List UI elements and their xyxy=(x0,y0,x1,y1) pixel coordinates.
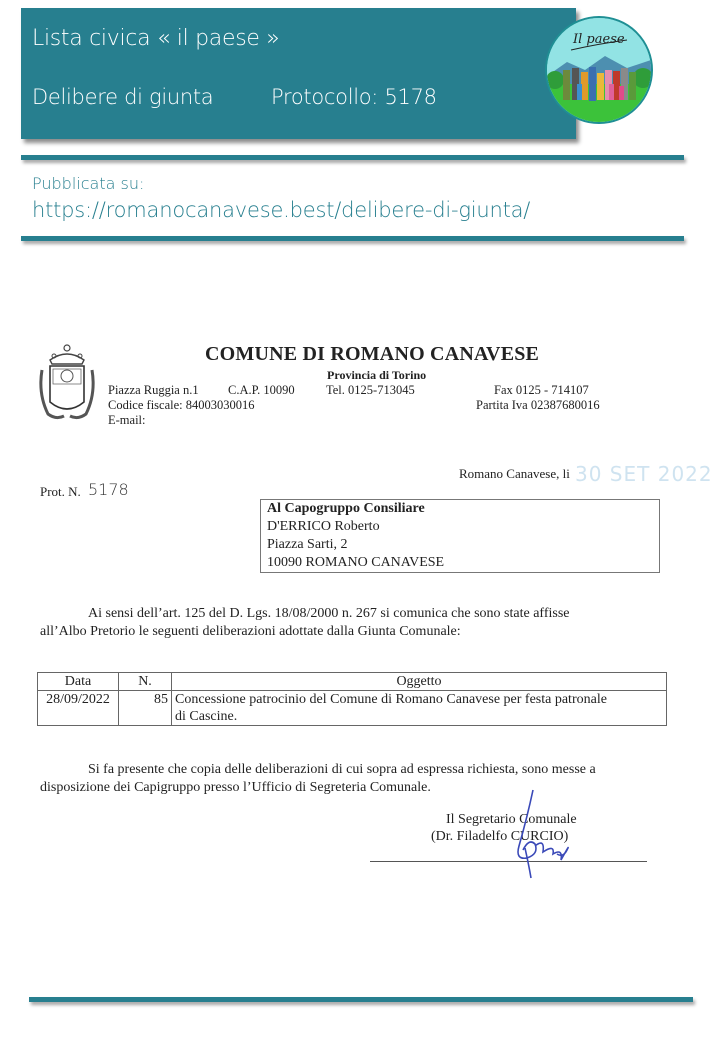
header-n: N. xyxy=(119,673,172,691)
header-title: Lista civica « il paese » xyxy=(32,26,280,51)
header-banner xyxy=(21,8,576,139)
partita-iva: Partita Iva 02387680016 xyxy=(476,398,600,412)
fax: Fax 0125 - 714107 xyxy=(494,383,589,397)
signatory-role: Il Segretario Comunale xyxy=(446,812,577,827)
telephone: Tel. 0125-713045 xyxy=(326,383,415,397)
signatory-name: (Dr. Filadelfo CURCIO) xyxy=(431,829,569,844)
protocol-number: 5178 xyxy=(88,480,129,499)
cap: C.A.P. 10090 xyxy=(228,383,295,397)
closing-line-1: Si fa presente che copia delle deliberazioni di cui sopra ad espressa richiesta, sono messe a xyxy=(88,762,596,777)
date-stamp: 30 SET 2022 xyxy=(575,462,713,486)
il-paese-logo xyxy=(545,16,653,124)
intro-line-2: all’Albo Pretorio le seguenti deliberazioni adottate dalla Giunta Comunale: xyxy=(40,624,461,639)
recipient-city: 10090 ROMANO CANAVESE xyxy=(267,555,445,570)
place-date: Romano Canavese, li xyxy=(459,466,570,481)
recipient-name: D'ERRICO Roberto xyxy=(267,519,380,534)
published-url-link[interactable]: https://romanocanavese.best/delibere-di-giunta/ xyxy=(32,198,531,222)
recipient-title: Al Capogruppo Consiliare xyxy=(267,501,425,516)
published-label: Pubblicata su: xyxy=(32,174,145,193)
province: Provincia di Torino xyxy=(327,368,427,382)
municipality-name: COMUNE DI ROMANO CANAVESE xyxy=(205,343,540,365)
intro-line-1: Ai sensi dell’art. 125 del D. Lgs. 18/08/2000 n. 267 si comunica che sono state affisse xyxy=(88,606,570,621)
recipient-street: Piazza Sarti, 2 xyxy=(267,537,348,552)
address: Piazza Ruggia n.1 xyxy=(108,383,199,397)
header-oggetto: Oggetto xyxy=(172,673,667,691)
table-row xyxy=(38,691,667,726)
closing-line-2: disposizione dei Capigruppo presso l’Ufficio di Segreteria Comunale. xyxy=(40,780,431,795)
header-data: Data xyxy=(38,673,119,691)
email-label: E-mail: xyxy=(108,413,146,427)
cell-n: 85 xyxy=(119,691,172,726)
recipient-box xyxy=(260,499,660,573)
logo-text: Il paese xyxy=(573,32,625,47)
protocol-label: Prot. N. xyxy=(40,484,81,499)
cell-oggetto xyxy=(172,691,667,726)
oggetto-line-1: Concessione patrocinio del Comune di Romano Canavese per festa patronale xyxy=(175,692,607,707)
separator-middle xyxy=(21,236,684,241)
separator-bottom xyxy=(29,997,693,1002)
handwritten-signature-icon xyxy=(505,788,585,880)
header-subtitle: Delibere di giunta xyxy=(32,85,214,109)
cell-data: 28/09/2022 xyxy=(38,691,119,726)
oggetto-line-2: di Cascine. xyxy=(175,709,238,724)
codice-fiscale: Codice fiscale: 84003030016 xyxy=(108,398,255,412)
deliberations-table xyxy=(37,672,667,726)
header-protocol: Protocollo: 5178 xyxy=(271,85,437,109)
municipal-crest-icon xyxy=(36,344,98,424)
separator-top xyxy=(21,155,684,160)
table-header-row xyxy=(38,673,667,691)
